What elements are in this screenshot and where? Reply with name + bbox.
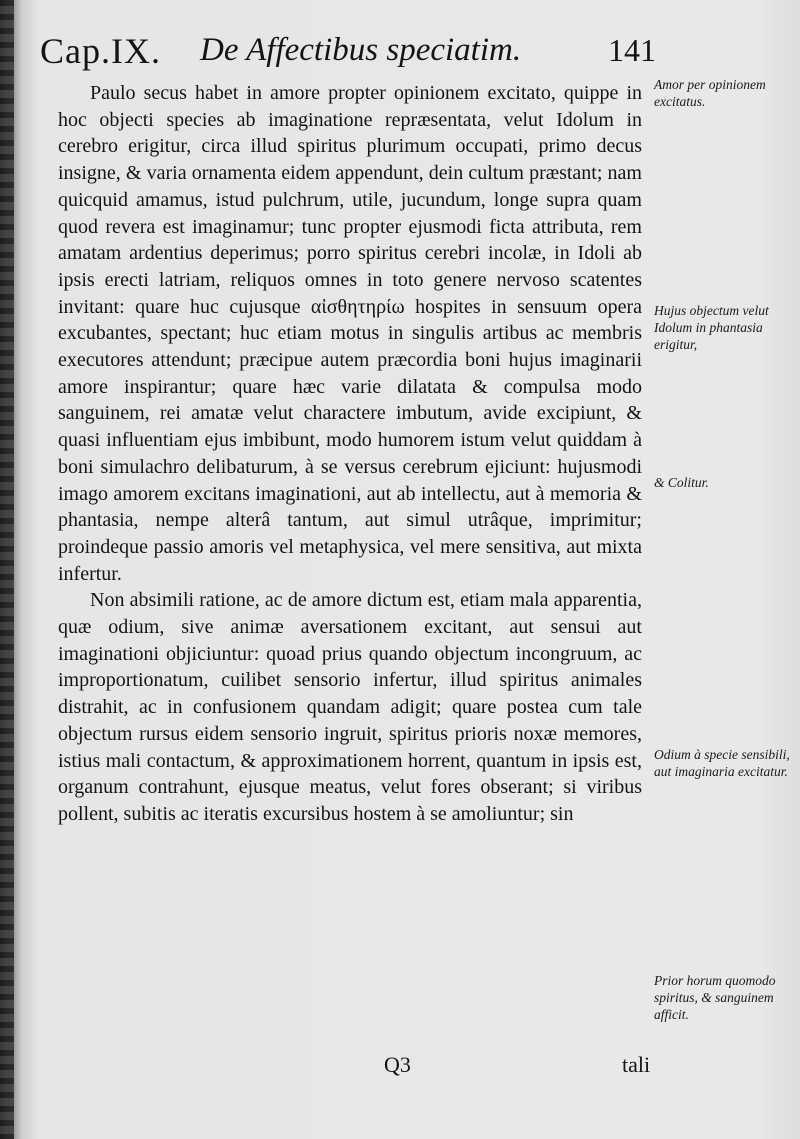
running-title: De Affectibus speciatim. xyxy=(200,32,522,68)
margin-note-prior: Prior horum quomodo spiritus, & sanguinem afficit. xyxy=(654,973,776,1022)
signature-mark: Q3 xyxy=(384,1052,411,1077)
page-number: 141 xyxy=(608,32,656,68)
margin-note-idolum: Hujus objectum velut Idolum in phantasia erigitur, xyxy=(654,303,769,352)
margin-note-amor: Amor per opinionem excitatus. xyxy=(654,77,766,109)
main-text xyxy=(58,80,642,828)
margin-note-odium: Odium à specie sensibili, aut imaginaria excitatur. xyxy=(654,747,790,779)
binding-gutter xyxy=(0,0,14,1139)
paragraph-odium: Non absimili ratione, ac de amore dictum est, etiam mala apparentia, quæ odium, sive animæ aversationem excitant, aut sensui aut imaginationi objiciuntur: quoad prius quando objectum incongruum, ac improportionatum, cuilibet sensorio infertur, illud spiritus animales distrahit, ac in confusionem quandam adigit; quare postea cum tale objectum rursus eidem sensorio ingruit, spiritus prioris noxæ memores, istius mali contactum, & approximationem horrent, quantum in ipsis est, organum contrahunt, ejusque meatus, velut fores obserant; si viribus pollent, subitis ac iteratis excursibus hostem à se amoliuntur; sin xyxy=(58,589,642,825)
paragraph-amor: Paulo secus habet in amore propter opinionem excitato, quippe in hoc objecti species ab imaginatione repræsentata, velut Idolum in cerebro erigitur, circa illud spiritus plurimum occupati, primo decus insigne, & varia ornamenta eidem appendunt, dein cultum præstant; nam quicquid amamus, istud pulchrum, utile, jucundum, longe supra quam quod revera est imaginamur; tunc propter ejusmodi ficta attributa, rem amatam ardentius deperimus; porro spiritus cerebri incolæ, in Idoli ab ipsis erecti latriam, reliquos omnes in toto genere nervoso scatentes invitant: quare huc cujusque αἰσθητηρίω hospites in sensuum opera excubantes, spectant; huc etiam motus in singulis artibus ac membris executores attendunt; præcipue autem præcordia boni hujus imaginarii amore inspirantur; quare hæc varie dilatata & compulsa modo sanguinem, rei amatæ velut charactere imbutum, avide excipiunt, & quasi influentiam ejus imbibunt, modo humorem istum velut quiddam à boni simulachro delibaturum, à se versus cerebrum ejiciunt: hujusmodi imago amorem excitans imaginationi, aut ab intellectu, aut à memoria & phantasia, nempe alterâ tantum, aut simul utrâque, imprimitur; proindeque passio amoris vel metaphysica, vel mere sensitiva, aut mixta infertur. xyxy=(58,82,642,585)
chapter-label: Cap.IX. xyxy=(40,31,161,71)
catchword: tali xyxy=(622,1052,651,1077)
margin-note-colitur: & Colitur. xyxy=(654,475,709,490)
running-header xyxy=(40,26,656,74)
page-footer xyxy=(40,1052,660,1088)
